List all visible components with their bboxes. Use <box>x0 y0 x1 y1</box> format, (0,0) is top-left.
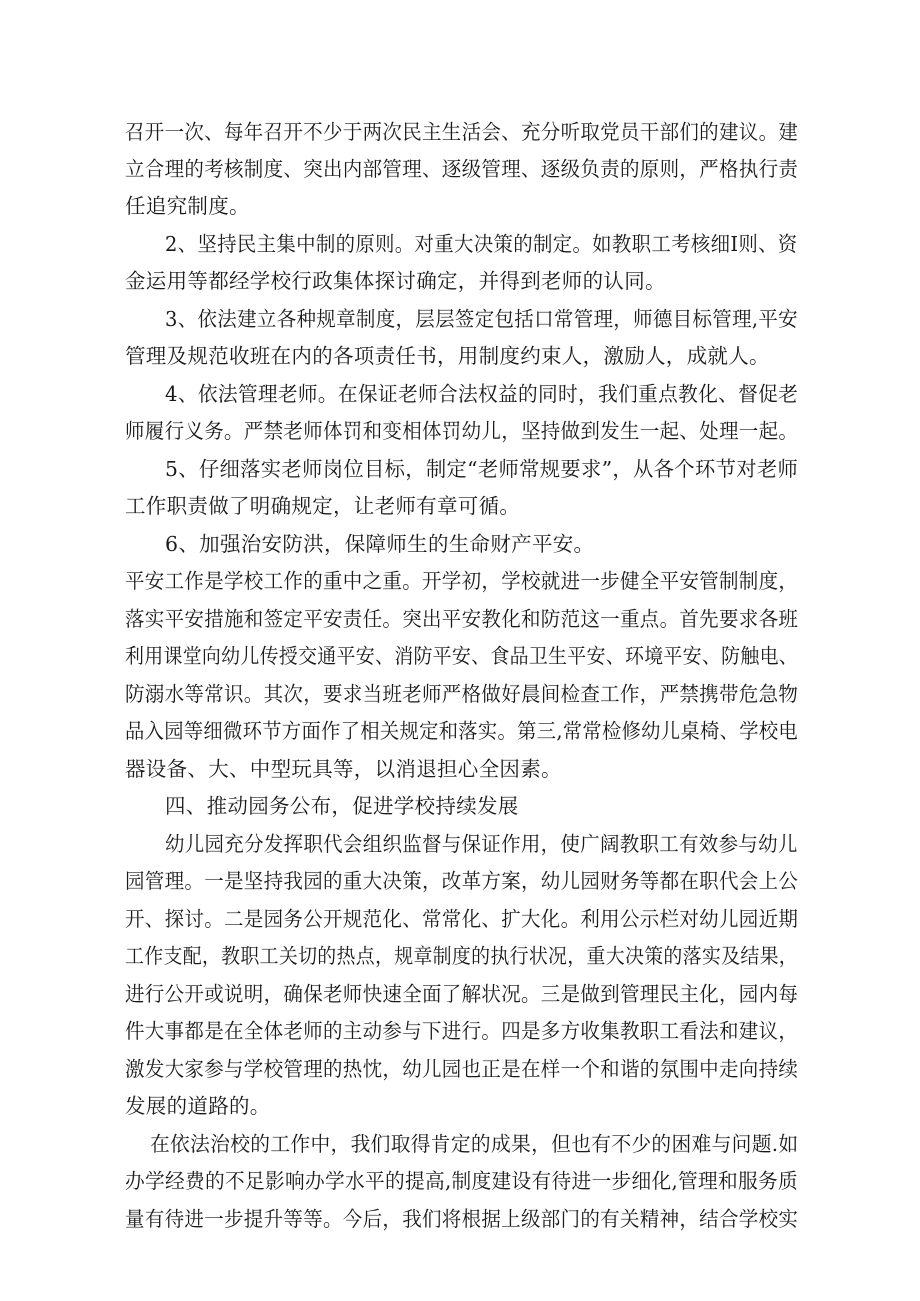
text-line: 开、探讨。二是园务公开规范化、常常化、扩大化。利用公示栏对幼儿园近期 <box>125 907 799 931</box>
text-line: 召开一次、每年召开不少于两次民主生活会、充分听取党员干部们的建议。建 <box>125 120 799 144</box>
text-line: 进行公开或说明，确保老师快速全面了解状况。三是做到管理民主化，园内每 <box>125 982 799 1006</box>
text-line: 发展的道路的。 <box>125 1094 271 1118</box>
text-line: 件大事都是在全体老师的主动参与下进行。四是多方收集教职工看法和建议， <box>125 1019 799 1043</box>
text-line: 6、加强治安防洪，保障师生的生命财产平安。 <box>165 532 595 556</box>
text-line: 办学经费的不足影响办学水平的提高,制度建设有待进一步细化,管理和服务质 <box>125 1169 799 1193</box>
text-line: 防溺水等常识。其次，要求当班老师严格做好晨间检查工作，严禁携带危急物 <box>125 682 799 706</box>
text-line: 3、依法建立各种规章制度，层层签定包括口常管理，师德目标管理,平安 <box>165 307 798 331</box>
text-line: 幼儿园充分发挥职代会组织监督与保证作用，使广阔教职工有效参与幼儿 <box>165 832 798 856</box>
text-line: 工作支配，教职工关切的热点，规章制度的执行状况，重大决策的落实及结果， <box>125 944 799 968</box>
text-line: 管理及规范收班在内的各项责任书，用制度约束人，激励人，成就人。 <box>125 344 770 368</box>
text-line: 师履行义务。严禁老师体罚和变相体罚幼儿，坚持做到发生一起、处理一起。 <box>125 419 799 443</box>
text-line: 器设备、大、中型玩具等，以消退担心全因素。 <box>125 757 562 781</box>
text-line: 利用课堂向幼儿传授交通平安、消防平安、食品卫生平安、环境平安、防触电、 <box>125 644 799 668</box>
text-line: 园管理。一是坚持我园的重大决策，改革方案，幼儿园财务等都在职代会上公 <box>125 869 799 893</box>
text-line: 5、仔细落实老师岗位目标，制定“老师常规要求”，从各个环节对老师 <box>165 457 799 481</box>
text-line: 平安工作是学校工作的重中之重。开学初，学校就进一步健全平安管制制度， <box>125 569 799 593</box>
text-line: 任追究制度。 <box>125 194 250 218</box>
text-line: 量有待进一步提升等等。今后，我们将根据上级部门的有关精神，结合学校实 <box>125 1207 799 1231</box>
text-line: 落实平安措施和签定平安责任。突出平安教化和防范这一重点。首先要求各班 <box>125 607 799 631</box>
text-line: 品入园等细微环节方面作了相关规定和落实。第三,常常检修幼儿桌椅、学校电 <box>125 719 799 743</box>
text-line: 工作职责做了明确规定，让老师有章可循。 <box>125 494 521 518</box>
text-line: 2、坚持民主集中制的原则。对重大决策的制定。如教职工考核细Ⅰ则、资 <box>165 232 798 256</box>
text-line: 金运用等都经学校行政集体探讨确定，并得到老师的认同。 <box>125 269 666 293</box>
text-line: 在依法治校的工作中，我们取得肯定的成果，但也有不少的困难与问题.如 <box>150 1132 799 1156</box>
text-line: 立合理的考核制度、突出内部管理、逐级管理、逐级负责的原则，严格执行责 <box>125 157 799 181</box>
text-line: 激发大家参与学校管理的热忱，幼儿园也正是在样一个和谐的氛围中走向持续 <box>125 1057 799 1081</box>
section-heading: 四、推动园务公布，促进学校持续发展 <box>165 794 519 818</box>
text-line: 4、依法管理老师。在保证老师合法权益的同时，我们重点教化、督促老 <box>165 382 799 406</box>
